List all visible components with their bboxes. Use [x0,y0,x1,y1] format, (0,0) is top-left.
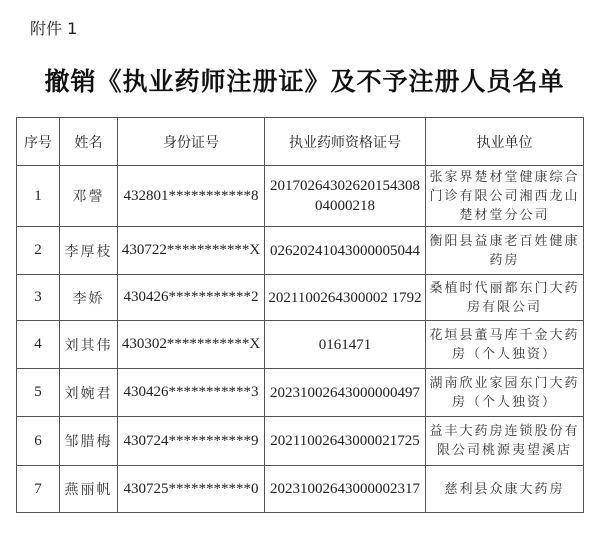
unit-line: 限公司桃源夷望溪店 [436,443,572,458]
practice-unit [426,227,584,275]
header-id: 身份证号 [118,118,265,166]
cert-number [265,275,426,321]
unit-line: 楚材堂分公司 [459,207,550,223]
person-name: 邹腊梅 [60,417,118,466]
attachment-label: 附件 1 [30,19,78,38]
row-number: 6 [17,417,60,466]
cert-number [265,417,426,466]
cert-line: 20231002643000000497 [270,384,420,401]
id-number: 430426***********2 [118,275,265,321]
cert-line: 20211002643000021725 [270,433,420,449]
id-number: 430725***********0 [118,466,265,513]
header-name: 姓名 [60,118,118,166]
practice-unit [426,321,584,369]
table-row [17,166,584,227]
header-unit: 执业单位 [426,118,584,166]
unit-line: 房有限公司 [466,299,542,315]
row-number: 4 [17,321,60,369]
revocation-table [16,117,584,513]
header-cert: 执业药师资格证号 [265,118,426,166]
cert-number [265,466,426,513]
person-name: 李娇 [60,275,118,321]
table-row [17,369,584,417]
person-name: 刘其伟 [60,321,118,369]
header-no: 序号 [17,118,60,166]
document-title: 撤销《执业药师注册证》及不予注册人员名单 [44,67,565,96]
person-name: 刘婉君 [60,369,118,417]
id-number: 432801***********8 [118,166,265,227]
row-number: 7 [17,466,60,513]
unit-line: 慈利县众康大药房 [444,481,565,497]
table-row [17,275,584,321]
unit-line: 房（个人独资） [451,346,557,362]
table-row [17,466,584,513]
cert-line: 04000218 [315,198,375,214]
cert-line: 20170264302620154308 [270,178,420,194]
person-name: 李厚枝 [60,227,118,275]
unit-line: 张家界楚材堂健康综合 [429,169,580,185]
table-row [17,321,584,369]
practice-unit [426,369,584,417]
table-row [17,417,584,466]
row-number: 2 [17,227,60,275]
unit-line: 药房 [489,252,520,268]
unit-line: 花垣县董马库千金大药 [429,327,580,343]
row-number: 1 [17,166,60,227]
table-header-row [17,118,584,166]
cert-line: 20231002643000002317 [270,481,420,497]
cert-number [265,321,426,369]
row-number: 3 [17,275,60,321]
cert-number [265,369,426,417]
unit-line: 益丰大药房连锁股份有 [429,424,580,439]
id-number: 430302***********X [118,321,265,369]
cert-line: 02620241043000005044 [270,242,420,259]
row-number: 5 [17,369,60,417]
cert-line: 2021100264300002 1792 [268,289,422,306]
cert-line: 0161471 [318,336,372,353]
practice-unit [426,275,584,321]
unit-line: 桑植时代丽都东门大药 [429,280,580,296]
cert-number [265,166,426,227]
person-name: 邓謦 [60,166,118,227]
unit-line: 门诊有限公司湘西龙山 [429,188,580,204]
practice-unit [426,417,584,466]
practice-unit [426,166,584,227]
unit-line: 衡阳县益康老百姓健康 [429,233,580,249]
cert-number [265,227,426,275]
id-number: 430426***********3 [118,369,265,417]
person-name: 燕丽帆 [60,466,118,513]
id-number: 430724***********9 [118,417,265,466]
practice-unit [426,466,584,513]
id-number: 430722***********X [118,227,265,275]
table-row [17,227,584,275]
unit-line: 湖南欣业家园东门大药 [429,375,580,391]
unit-line: 房（个人独资） [451,394,557,410]
